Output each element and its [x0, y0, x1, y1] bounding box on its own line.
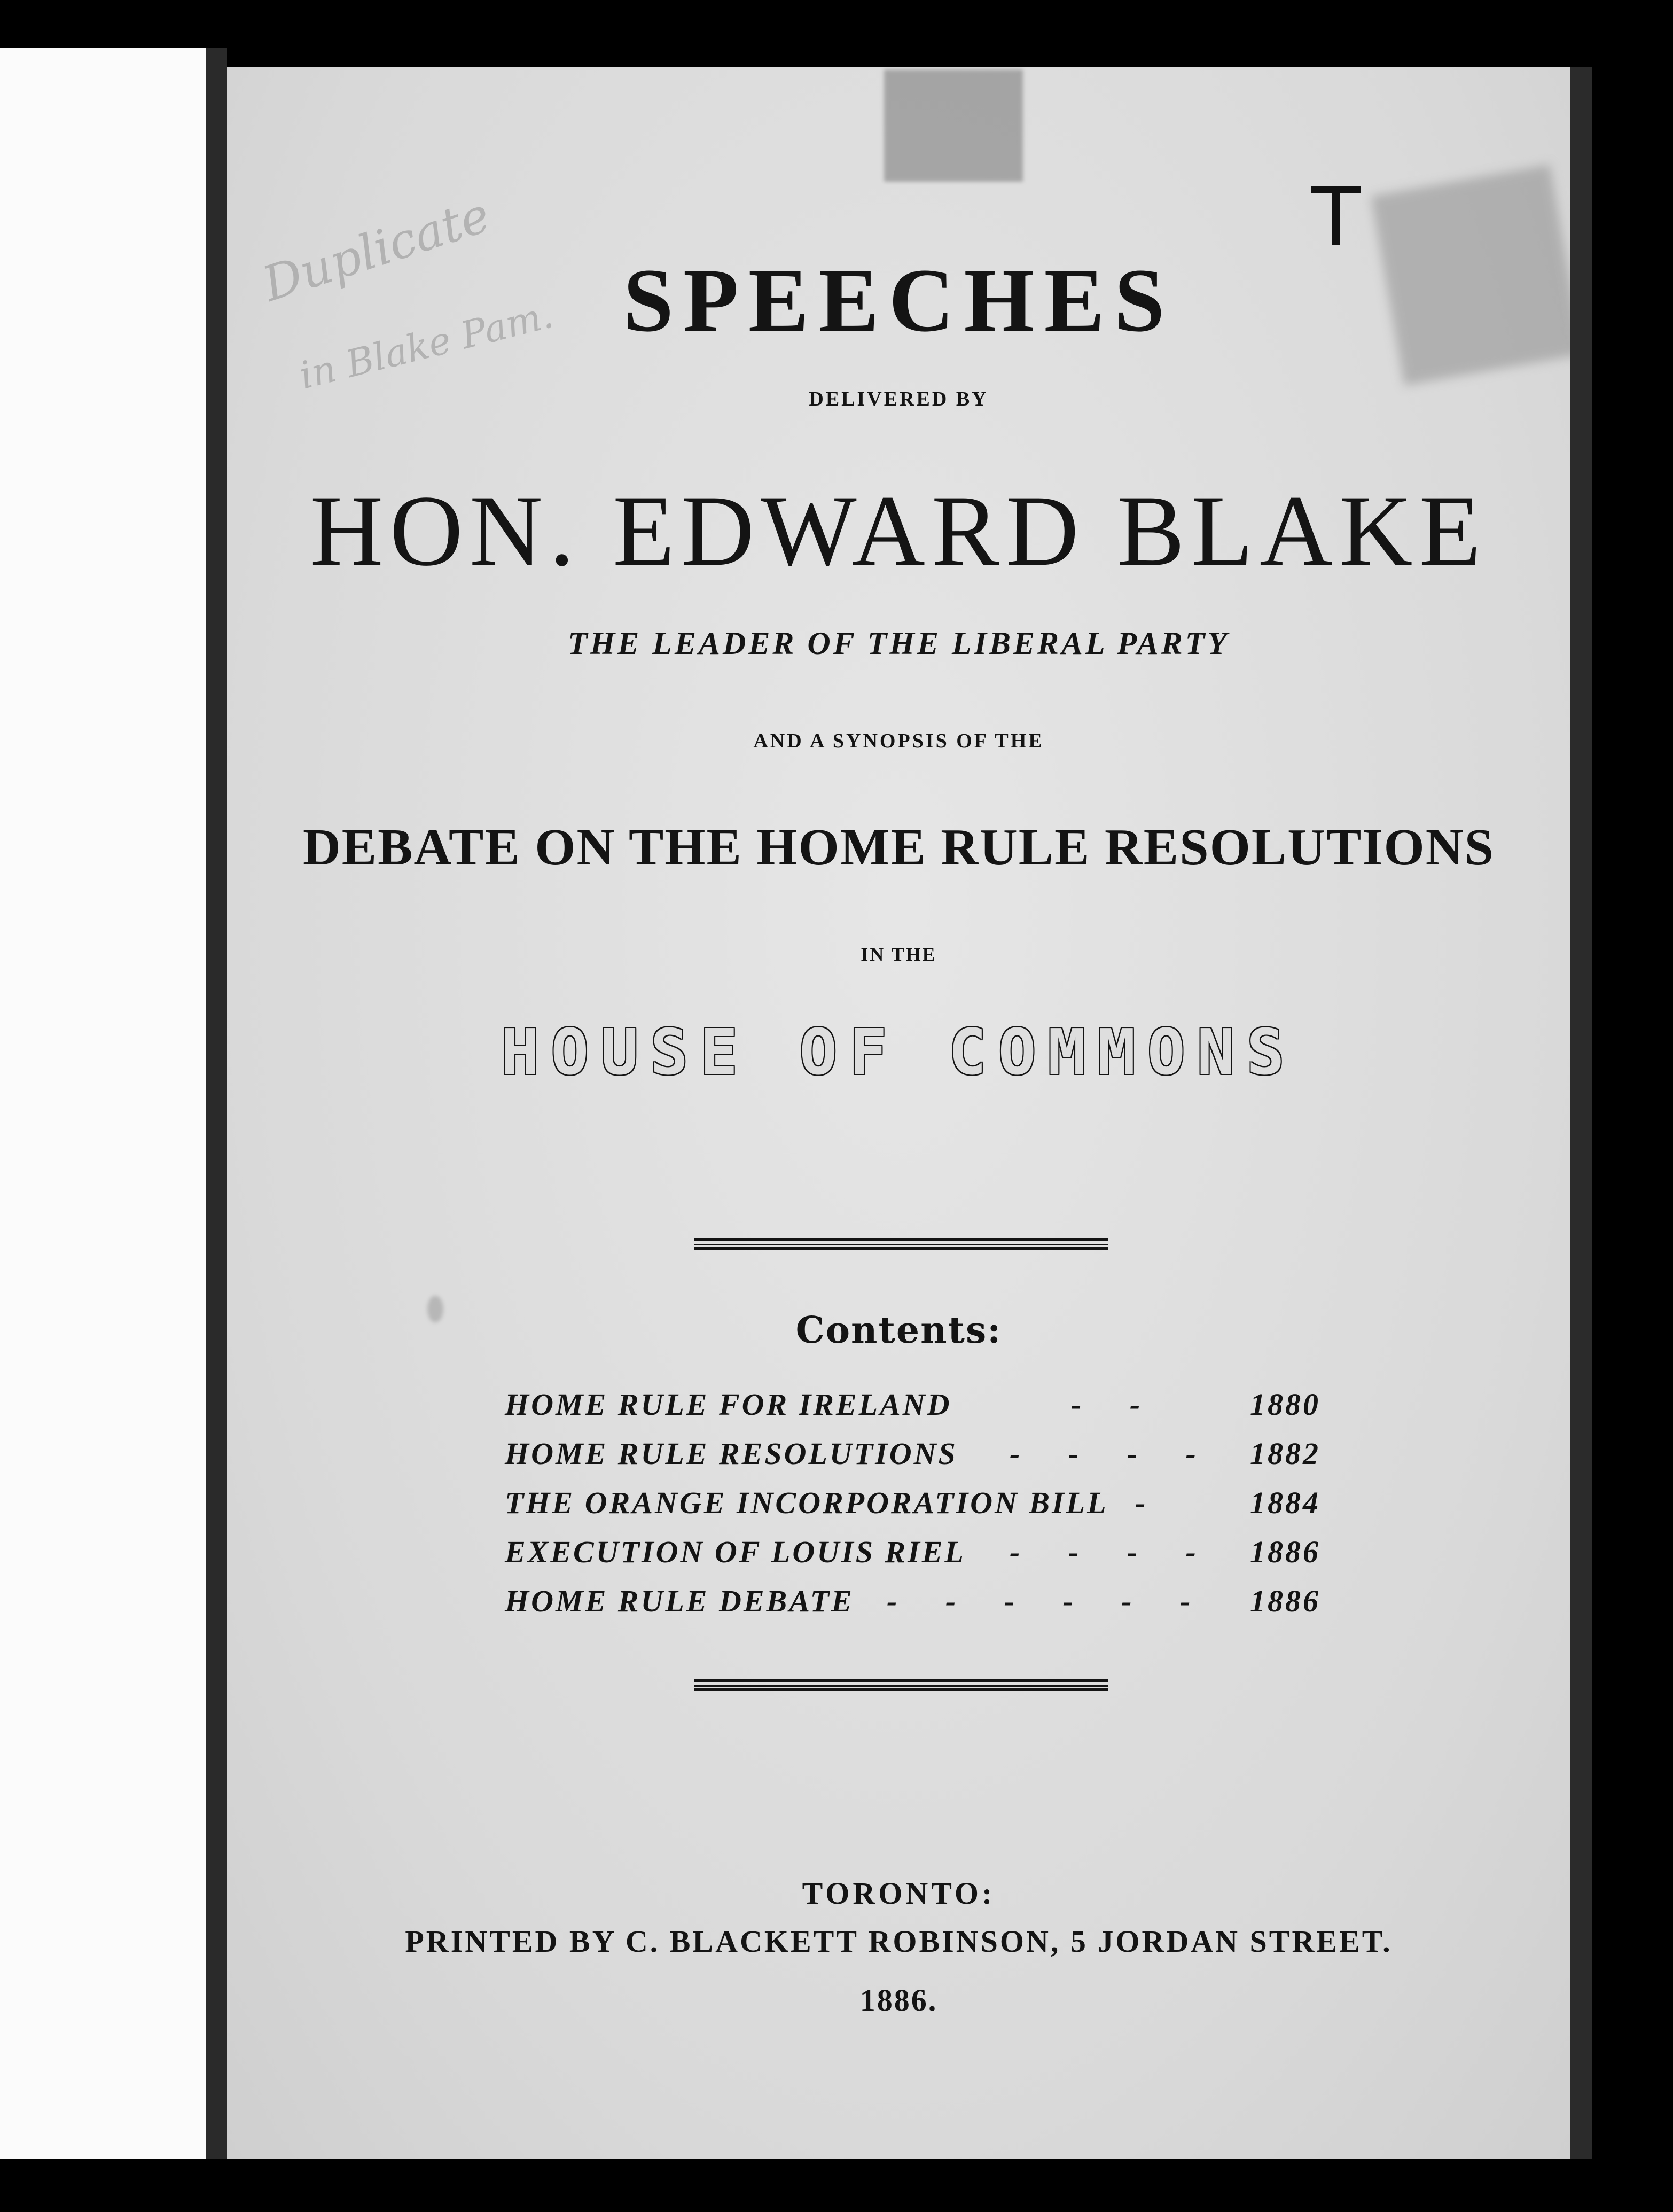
- imprint-city: TORONTO:: [802, 1876, 996, 1911]
- contents-item-year: 1884: [1250, 1485, 1320, 1520]
- contents-item: [505, 1436, 1562, 1485]
- contents-item-title: THE ORANGE INCORPORATION BILL: [505, 1485, 1108, 1520]
- contents-item-leader: - - - -: [1010, 1436, 1216, 1471]
- page-title: SPEECHES: [623, 250, 1175, 351]
- contents-item-leader: - -: [1071, 1387, 1161, 1422]
- contents-item-title: HOME RULE DEBATE: [505, 1584, 854, 1618]
- delivered-by-line: DELIVERED BY: [809, 388, 989, 410]
- pencil-annotation: Duplicate: [256, 186, 497, 313]
- contents-item: [505, 1387, 1562, 1436]
- subject-title: DEBATE ON THE HOME RULE RESOLUTIONS: [302, 819, 1495, 876]
- divider-rule: [694, 1679, 1108, 1691]
- contents-item-title: EXECUTION OF LOUIS RIEL: [505, 1535, 966, 1569]
- ink-smudge-top: [884, 69, 1023, 182]
- contents-item-leader: - - - - - -: [887, 1584, 1211, 1618]
- scan-margin-left: [0, 48, 206, 2159]
- imprint-year: 1886.: [859, 1983, 938, 2018]
- contents-item: [505, 1485, 1562, 1534]
- scan-edge-right: [1570, 67, 1592, 2159]
- contents-item-title: HOME RULE FOR IRELAND: [505, 1387, 952, 1422]
- divider-rule: [694, 1238, 1108, 1250]
- scan-edge-left: [206, 48, 227, 2159]
- contents-item-year: 1886: [1250, 1535, 1320, 1569]
- in-the-line: IN THE: [861, 944, 937, 965]
- contents-item: [505, 1583, 1562, 1632]
- contents-item-title: HOME RULE RESOLUTIONS: [505, 1436, 958, 1471]
- imprint-printer: PRINTED BY C. BLACKETT ROBINSON, 5 JORDAN STREET.: [405, 1924, 1393, 1959]
- pencil-annotation: in Blake Pam.: [295, 292, 558, 398]
- contents-item-year: 1880: [1250, 1387, 1320, 1422]
- contents-item: [505, 1534, 1562, 1583]
- contents-item-leader: -: [1135, 1485, 1166, 1520]
- contents-list: [505, 1387, 1562, 1632]
- synopsis-line: AND A SYNOPSIS OF THE: [753, 730, 1044, 752]
- margin-mark: T: [1311, 171, 1361, 264]
- contents-item-year: 1882: [1250, 1436, 1320, 1471]
- author-role: THE LEADER OF THE LIBERAL PARTY: [567, 626, 1230, 661]
- contents-item-leader: - - - -: [1010, 1535, 1216, 1569]
- venue-title: HOUSE OF COMMONS: [501, 1015, 1296, 1089]
- author-name: HON. EDWARD BLAKE: [310, 475, 1488, 587]
- contents-item-year: 1886: [1250, 1584, 1320, 1618]
- title-page: [227, 67, 1570, 2159]
- contents-heading: Contents:: [795, 1309, 1002, 1352]
